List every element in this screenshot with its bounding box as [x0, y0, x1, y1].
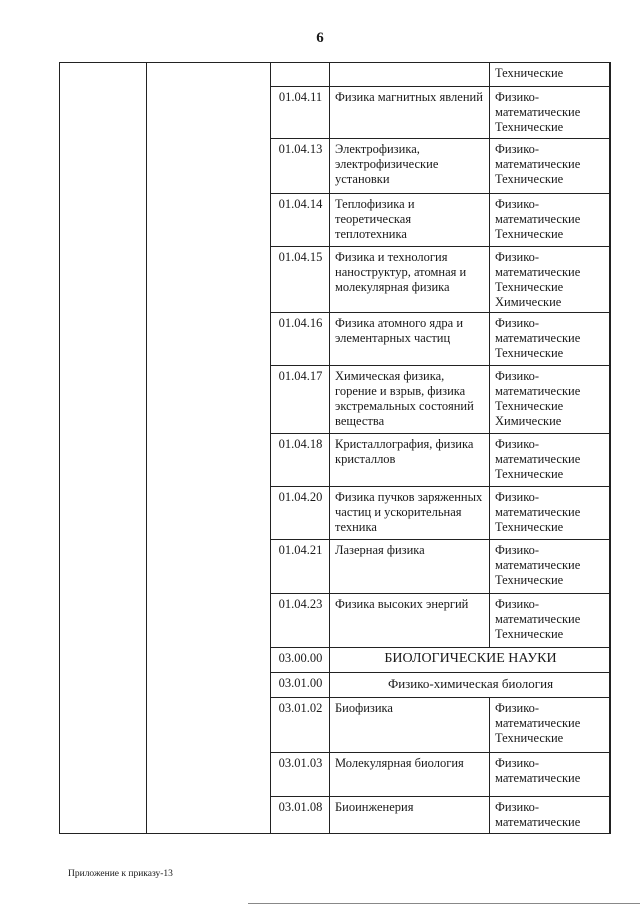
table-row [271, 63, 611, 87]
science-branch: Физико- [495, 369, 540, 383]
specialty-code: 01.04.14 [271, 194, 330, 247]
science-branch: Технические [495, 467, 564, 481]
science-branch: Физико- [495, 800, 540, 814]
science-branches [490, 594, 611, 648]
table-row [271, 753, 611, 797]
table-row [271, 487, 611, 540]
science-branches [490, 366, 611, 434]
science-branches [490, 797, 611, 834]
specialty-name: Теплофизика и теоретическая теплотехника [330, 194, 490, 247]
table-row [271, 87, 611, 139]
science-branches [490, 753, 611, 797]
science-branch: Технические [495, 346, 564, 360]
specialty-name: Молекулярная биология [330, 753, 490, 797]
science-branch: Технические [495, 120, 564, 134]
science-branch: математические [495, 505, 581, 519]
specialty-code: 01.04.16 [271, 313, 330, 366]
science-branch: Физико- [495, 250, 540, 264]
specialty-name: Кристаллография, физика кристаллов [330, 434, 490, 487]
science-branch: Технические [495, 573, 564, 587]
science-branch: Технические [495, 399, 564, 413]
specialty-code: 01.04.18 [271, 434, 330, 487]
specialty-code: 03.01.08 [271, 797, 330, 834]
science-branch: Технические [495, 172, 564, 186]
specialty-code: 01.04.20 [271, 487, 330, 540]
science-branch: математические [495, 558, 581, 572]
science-branch: Физико- [495, 197, 540, 211]
science-branch: математические [495, 212, 581, 226]
specialty-name: Физика атомного ядра и элементарных частиц [330, 313, 490, 366]
science-branch: Технические [495, 66, 564, 80]
science-branch: Технические [495, 627, 564, 641]
specialty-code: 03.01.02 [271, 698, 330, 753]
specialty-name: Биофизика [330, 698, 490, 753]
science-branch: Физико- [495, 543, 540, 557]
science-branches [490, 487, 611, 540]
science-branches [490, 139, 611, 194]
science-branch: математические [495, 265, 581, 279]
science-branches [490, 63, 611, 87]
science-branches [490, 194, 611, 247]
science-branches [490, 87, 611, 139]
table-row [271, 540, 611, 594]
science-branch: математические [495, 157, 581, 171]
science-branch: математические [495, 105, 581, 119]
page-number: 6 [316, 30, 324, 46]
specialty-name: Биоинженерия [330, 797, 490, 834]
specialty-name: Физика пучков заряженных частиц и ускорительная техника [330, 487, 490, 540]
specialty-name: Физика магнитных явлений [330, 87, 490, 139]
scan-edge [248, 903, 640, 904]
science-branch: Физико- [495, 437, 540, 451]
science-branch: математические [495, 771, 581, 785]
science-branches [490, 434, 611, 487]
table-row [271, 434, 611, 487]
table-row [271, 594, 611, 648]
table-row [271, 247, 611, 313]
specialty-code: 01.04.17 [271, 366, 330, 434]
science-branches [490, 540, 611, 594]
specialty-code: 03.01.00 [271, 673, 330, 698]
specialty-name: Электрофизика, электрофизические установки [330, 139, 490, 194]
specialty-code: 01.04.15 [271, 247, 330, 313]
science-branch: математические [495, 331, 581, 345]
specialty-code: 01.04.21 [271, 540, 330, 594]
specialty-code: 01.04.23 [271, 594, 330, 648]
science-branches [490, 313, 611, 366]
science-branch: Технические [495, 280, 564, 294]
science-branch: математические [495, 716, 581, 730]
specialty-code: 01.04.11 [271, 87, 330, 139]
subsection-row [271, 673, 611, 698]
science-branch: Технические [495, 731, 564, 745]
science-branches [490, 247, 611, 313]
table-row [271, 698, 611, 753]
specialty-name: Физика и технология наноструктур, атомная и молекулярная физика [330, 247, 490, 313]
table-row [271, 313, 611, 366]
footer-note: Приложение к приказу-13 [68, 869, 173, 879]
science-branch: Химические [495, 414, 562, 428]
science-branch: Химические [495, 295, 562, 309]
specialty-code: 01.04.13 [271, 139, 330, 194]
specialty-code [271, 63, 330, 87]
science-branch: Физико- [495, 701, 540, 715]
science-branch: Физико- [495, 756, 540, 770]
science-branch: Физико- [495, 142, 540, 156]
section-heading: БИОЛОГИЧЕСКИЕ НАУКИ [330, 648, 611, 673]
science-branch: Физико- [495, 597, 540, 611]
science-branch: математические [495, 452, 581, 466]
table-row [271, 139, 611, 194]
section-row [271, 648, 611, 673]
specialty-name: Лазерная физика [330, 540, 490, 594]
subsection-heading: Физико-химическая биология [330, 673, 611, 698]
specialties-table [270, 62, 611, 834]
specialty-name [330, 63, 490, 87]
science-branch: Физико- [495, 490, 540, 504]
science-branch: Технические [495, 227, 564, 241]
science-branch: математические [495, 612, 581, 626]
specialty-name: Химическая физика, горение и взрыв, физика экстремальных состояний вещества [330, 366, 490, 434]
column-divider-1 [146, 62, 147, 834]
table-row [271, 366, 611, 434]
specialty-code: 03.00.00 [271, 648, 330, 673]
science-branch: Физико- [495, 90, 540, 104]
science-branch: математические [495, 384, 581, 398]
science-branches [490, 698, 611, 753]
science-branch: Технические [495, 520, 564, 534]
science-branch: математические [495, 815, 581, 829]
table-row [271, 797, 611, 834]
table-row [271, 194, 611, 247]
science-branch: Физико- [495, 316, 540, 330]
specialty-code: 03.01.03 [271, 753, 330, 797]
specialty-name: Физика высоких энергий [330, 594, 490, 648]
